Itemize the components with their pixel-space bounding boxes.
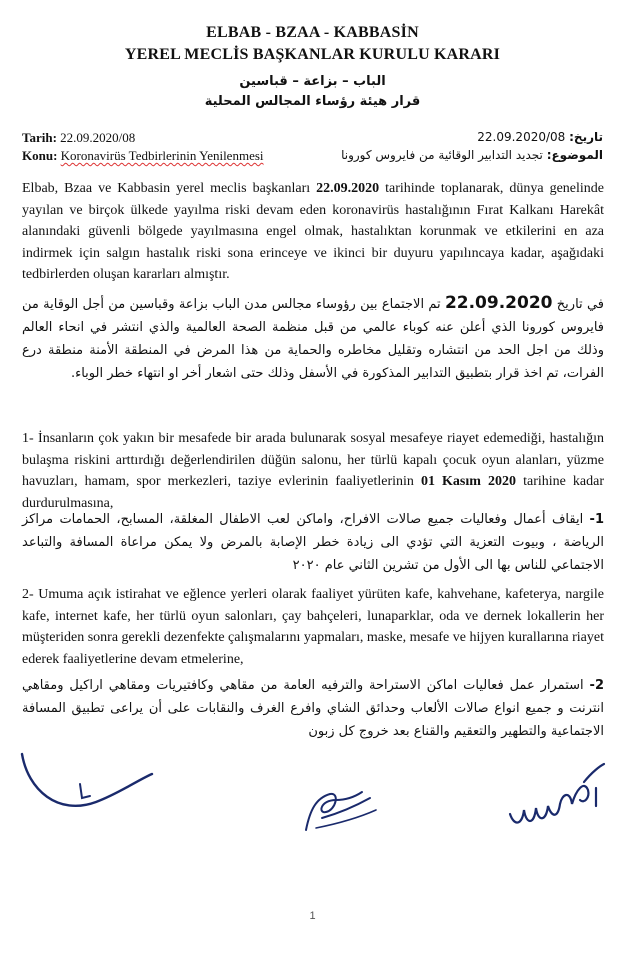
date-label: Tarih: — [22, 130, 57, 145]
arabic-title-line1: الباب – بزاعة – قباسين — [239, 74, 386, 89]
date-field — [22, 130, 135, 146]
date-label-arabic: تاريخ: — [569, 130, 603, 144]
intro-ar-date: 22.09.2020 — [444, 293, 553, 313]
intro-ar-text-a: في تاريخ — [552, 297, 604, 312]
signature-right — [500, 760, 610, 840]
intro-text-b: tarihinde toplanarak, dünya genelinde yayılan ve birçok ülkede yayılma riski devam eden koronavirüs hastalığının Fırat Kalkanı Harekât alanındaki güvenli bölgede yayılmasına engel olmak, hastalıktan korunmak ve etkilerini en aza indirmek için salgın hastalık riski sona erinceye ve ikinci bir duyuru yapılıncaya kadar, aşağıdaki tedbirlerden oluşan kararları almıştır. — [22, 181, 605, 282]
item2-ar-number: 2- — [589, 678, 604, 693]
item1-ar-number: 1- — [589, 512, 604, 527]
item2-ar-text: استمرار عمل فعاليات اماكن الاستراحة والترفيه العامة من مقاهي وكافتيريات ومقاهي اراكيل ومقاهي انترنت و جميع انواع صالات الألعاب وحدائق الشاي وافرع الغرف والنقابات على أن يراعى تطبيق المسافة الاجتماعية والتطهير والتعقيم والقناع بعد خروج كل زبون — [22, 678, 604, 739]
item1-ar-text: ايقاف أعمال وفعاليات جميع صالات الافراح، واماكن لعب الاطفال المغلقة، المسابح، الحمامات مراكز الرياضة ، وبيوت التعزية التي تؤدي الى زيادة خطر الإصابة بالمرض ولا يمكن مراعاة المسافة والتباعد الاجتماعي للناس بها الى الأول من تشرين الثاني عام ٢٠٢٠ — [22, 512, 604, 573]
item1-text-b: tarihine kadar durdurulmasına, — [22, 474, 605, 511]
intro-ar-text-b: تم الاجتماع بين رؤوساء مجالس مدن الباب بزاعة وقباسين من أجل الوقاية من فايروس كورونا الذي أعلن عنه كوباء عالمي من قبل منظمة الصحة العالمية والذي انتشر في انحاء العالم وذلك من اجل الحد من انتشاره وتقليل مخاطره والحماية من هذا المرض في المنطقة الأمنة منطقة درع الفرات، تم اخذ قرار بتطبيق التدابير المذكورة في الأسفل وذلك حتى اشعار أخر او انتهاء خطر الوباء. — [22, 297, 604, 381]
subject-field-arabic — [341, 148, 603, 162]
subject-value-arabic: تجديد التدابير الوقائية من فايروس كورونا — [341, 148, 543, 162]
date-value-arabic: 22.09.2020/08 — [477, 130, 566, 144]
document-title-line1: ELBAB - BZAA - KABBASİN — [206, 24, 419, 41]
intro-text-a: Elbab, Bzaa ve Kabbasin yerel meclis başkanları — [22, 181, 317, 196]
subject-field — [22, 148, 264, 164]
item2-turkish: 2- Umuma açık istirahat ve eğlence yerleri olarak faaliyet yürüten kafe, kahvehane, kafeterya, nargile kafe, internet kafe, her türlü oyun salonları, çay bahçeleri, lunaparklar, oda ve dernek lokallerin her müşteriden sonra gerekli dezenfekte çalışmalarını yapmaları, maske, mesafe ve hijyen kurallarına riayet ederek faaliyetlerine devam etmelerine, — [22, 587, 604, 667]
item1-date: 01 Kasım 2020 — [420, 474, 517, 489]
intro-date: 22.09.2020 — [316, 181, 380, 196]
signature-middle — [296, 770, 396, 840]
date-field-arabic — [477, 130, 603, 144]
item1-text-a: 1- İnsanların çok yakın bir mesafede bir arada bulunarak sosyal mesafeye riayet edemediği, hastalığın bulaşma riskini arttırdığı değerlendirilen düğün salonu, her türlü kapalı çocuk oyun alanları, yüzme havuzları, hamam, spor merkezleri, taziye evlerinin faaliyetlerinin — [22, 431, 604, 489]
subject-label-arabic: الموضوع: — [546, 148, 603, 162]
document-title-line2: YEREL MECLİS BAŞKANLAR KURULU KARARI — [124, 46, 501, 63]
subject-label: Konu: — [22, 148, 58, 163]
date-value: 22.09.2020/08 — [60, 130, 136, 145]
intro-paragraph-turkish — [22, 178, 604, 286]
item1-turkish — [22, 428, 604, 514]
page-number: 1 — [309, 910, 316, 922]
item1-arabic — [22, 508, 604, 577]
intro-paragraph-arabic — [22, 292, 604, 385]
signature-left — [18, 740, 158, 820]
subject-value: Koronavirüs Tedbirlerinin Yenilenmesi — [60, 148, 264, 163]
item2-arabic — [22, 674, 604, 743]
arabic-title-line2: قرار هيئة رؤساء المجالس المحلية — [204, 94, 421, 109]
